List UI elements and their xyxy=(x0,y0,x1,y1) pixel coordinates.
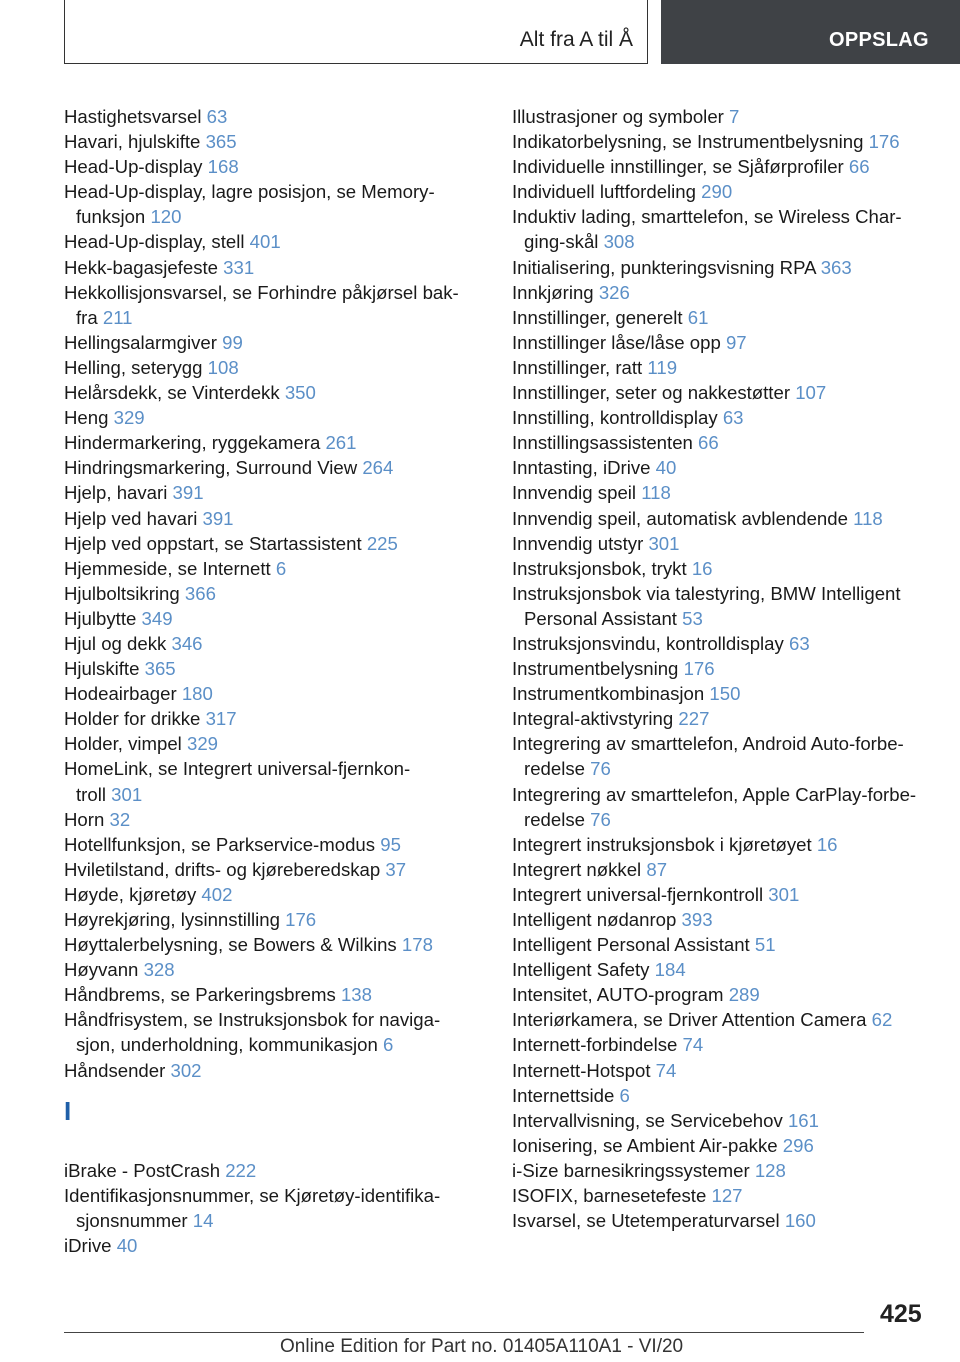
index-entry-term: Holder for drikke xyxy=(64,708,201,730)
index-entry xyxy=(512,480,942,505)
index-entry xyxy=(512,455,942,480)
index-entry-term: Hjulbytte xyxy=(64,607,137,629)
index-entry xyxy=(64,656,484,681)
page-reference-link[interactable]: 6 xyxy=(382,1034,394,1056)
index-entry-term: funksjon xyxy=(76,206,146,228)
page-reference-link[interactable]: 87 xyxy=(646,858,668,880)
index-entry xyxy=(64,1233,484,1258)
page-reference-link[interactable]: 261 xyxy=(325,432,357,454)
index-entry xyxy=(64,807,484,832)
index-entry xyxy=(512,706,942,731)
index-entry-term: Innstillinger låse/låse opp xyxy=(512,331,721,353)
index-entry-term: Intervallvisning, se Servicebehov xyxy=(512,1109,783,1131)
page-reference-link[interactable]: 176 xyxy=(683,658,715,680)
page-reference-link[interactable]: 74 xyxy=(655,1059,677,1081)
page-reference-link[interactable]: 329 xyxy=(113,407,145,429)
chapter-label: OPPSLAG xyxy=(829,29,929,51)
index-entry-term: Instrumentbelysning xyxy=(512,658,679,680)
index-entry xyxy=(512,1083,942,1108)
index-entry-term: Interiørkamera, se Driver Attention Camera xyxy=(512,1009,867,1031)
index-entry-term: HomeLink, se Integrert universal-fjernkon- xyxy=(64,758,411,780)
index-entry-term: iBrake - PostCrash xyxy=(64,1159,221,1181)
index-entry xyxy=(64,1183,484,1233)
index-entry xyxy=(64,556,484,581)
index-entry-term: sjon, underholdning, kommunikasjon xyxy=(76,1034,378,1056)
index-entry xyxy=(512,1158,942,1183)
index-entry-term: Intelligent Safety xyxy=(512,959,650,981)
page-reference-link[interactable]: 74 xyxy=(682,1034,704,1056)
page-reference-link[interactable]: 176 xyxy=(285,909,317,930)
index-entry xyxy=(64,1158,484,1183)
index-entry-term: Head-Up-display, stell xyxy=(64,231,245,253)
index-entry-term: ging-skål xyxy=(524,231,599,253)
page-reference-link[interactable]: 301 xyxy=(768,883,800,905)
index-entry xyxy=(512,405,942,430)
page-reference-link[interactable]: 211 xyxy=(102,306,133,328)
page-reference-link[interactable]: 128 xyxy=(754,1159,786,1181)
index-entry xyxy=(512,104,942,129)
page-reference-link[interactable]: 350 xyxy=(284,382,316,404)
index-entry xyxy=(64,330,484,355)
page-reference-link[interactable]: 296 xyxy=(782,1134,814,1156)
index-entry xyxy=(64,957,484,982)
page-reference-link[interactable]: 402 xyxy=(201,883,233,905)
index-entry-term: Holder, vimpel xyxy=(64,733,182,755)
page-reference-link[interactable]: 66 xyxy=(848,156,870,178)
index-entry-term: Illustrasjoner og symboler xyxy=(512,106,724,127)
index-entry-term: Hekkollisjonsvarsel, se Forhindre påkjørsel bak- xyxy=(64,281,459,303)
index-entry xyxy=(512,782,942,832)
page-reference-link[interactable]: 365 xyxy=(205,131,237,153)
index-entry-term: Høyttalerbelysning, se Bowers & Wilkins xyxy=(64,934,397,956)
index-entry-term: sjonsnummer xyxy=(76,1209,188,1231)
page-reference-link[interactable]: 326 xyxy=(598,281,630,303)
page-reference-link[interactable]: 118 xyxy=(641,482,671,504)
index-entry-term: Hindringsmarkering, Surround View xyxy=(64,457,358,479)
index-entry-term: Inntasting, iDrive xyxy=(512,457,651,479)
index-entry-term: Innstilling, kontrolldisplay xyxy=(512,407,718,429)
index-entry-term: Håndfrisystem, se Instruksjonsbok for naviga- xyxy=(64,1009,441,1031)
index-entry xyxy=(512,154,942,179)
index-entry xyxy=(64,129,484,154)
index-entry-term: Intensitet, AUTO-program xyxy=(512,984,724,1006)
page-reference-link[interactable]: 161 xyxy=(787,1109,819,1131)
index-entry xyxy=(64,631,484,656)
index-entry-term: Ionisering, se Ambient Air-pakke xyxy=(512,1134,778,1156)
index-entry xyxy=(64,405,484,430)
page-reference-link[interactable]: 329 xyxy=(186,733,219,755)
page-reference-link[interactable]: 108 xyxy=(207,356,239,378)
page-reference-link[interactable]: 99 xyxy=(222,331,243,353)
page-reference-link[interactable]: 6 xyxy=(275,557,287,579)
chapter-tab xyxy=(661,0,960,64)
page-reference-link[interactable]: 61 xyxy=(687,306,709,328)
index-entry xyxy=(512,129,942,154)
page-reference-link[interactable]: 51 xyxy=(754,934,776,956)
page-reference-link[interactable]: 401 xyxy=(249,231,281,253)
index-entry xyxy=(64,430,484,455)
page-reference-link[interactable]: 7 xyxy=(729,106,740,127)
page-reference-link[interactable]: 176 xyxy=(868,131,900,153)
index-entry-term: Hviletilstand, drifts- og kjøreberedskap xyxy=(64,858,381,880)
index-entry xyxy=(512,531,942,556)
page-reference-link[interactable]: 16 xyxy=(691,557,713,579)
index-entry-term: Høyrekjøring, lysinnstilling xyxy=(64,909,280,930)
index-entry-term: redelse xyxy=(524,758,585,780)
index-entry-term: Innstillinger, seter og nakkestøtter xyxy=(512,382,791,404)
page-reference-link[interactable]: 264 xyxy=(362,457,394,479)
page-reference-link[interactable]: 138 xyxy=(340,984,372,1006)
page-reference-link[interactable]: 37 xyxy=(385,858,407,880)
index-entry-term: Håndbrems, se Parkeringsbrems xyxy=(64,984,336,1006)
index-entry-term: Hjelp ved havari xyxy=(64,507,198,529)
page-reference-link[interactable]: 301 xyxy=(648,532,680,554)
index-entry-term: Integrert nøkkel xyxy=(512,858,642,880)
page-reference-link[interactable]: 40 xyxy=(116,1234,138,1256)
page-reference-link[interactable]: 180 xyxy=(181,683,213,705)
index-entry-term: Personal Assistant xyxy=(524,607,677,629)
index-entry xyxy=(64,882,484,907)
index-entry xyxy=(64,857,484,882)
index-entry-term: i-Size barnesikringssystemer xyxy=(512,1159,750,1181)
page-reference-link[interactable]: 119 xyxy=(647,356,678,378)
index-entry xyxy=(64,681,484,706)
index-entry xyxy=(512,330,942,355)
index-entry xyxy=(64,280,484,330)
page-reference-link[interactable]: 6 xyxy=(619,1084,630,1106)
index-entry xyxy=(64,506,484,531)
index-entry-term: Hjelp, havari xyxy=(64,482,168,504)
page-reference-link[interactable]: 365 xyxy=(144,658,176,680)
page-reference-link[interactable]: 391 xyxy=(172,482,204,504)
index-entry-term: Individuell luftfordeling xyxy=(512,181,696,203)
page-reference-link[interactable]: 222 xyxy=(225,1159,257,1181)
index-entry xyxy=(512,957,942,982)
index-column-right xyxy=(512,104,942,1233)
page-reference-link[interactable]: 331 xyxy=(223,256,255,278)
index-entry-term: Isvarsel, se Utetemperaturvarsel xyxy=(512,1210,780,1232)
section-letter-i: I xyxy=(64,1095,72,1126)
index-entry-term: Indikatorbelysning, se Instrumentbelysning xyxy=(512,131,864,153)
index-entry-term: Instruksjonsvindu, kontrolldisplay xyxy=(512,632,784,654)
index-entry xyxy=(512,631,942,656)
index-entry xyxy=(64,531,484,556)
page-reference-link[interactable]: 76 xyxy=(590,808,611,830)
page-reference-link[interactable]: 393 xyxy=(681,909,713,930)
index-entry-term: Innstillinger, generelt xyxy=(512,306,683,328)
index-entry xyxy=(64,455,484,480)
index-entry xyxy=(64,907,484,932)
index-list-i-continued xyxy=(512,104,942,1233)
page-reference-link[interactable]: 184 xyxy=(654,959,686,981)
index-entry-term: Head-Up-display xyxy=(64,156,203,178)
page-reference-link[interactable]: 118 xyxy=(853,507,883,529)
index-entry xyxy=(512,1208,942,1233)
page-reference-link[interactable]: 63 xyxy=(788,632,810,654)
index-entry xyxy=(512,932,942,957)
index-entry-term: Individuelle innstillinger, se Sjåførprofiler xyxy=(512,156,844,178)
page-reference-link[interactable]: 225 xyxy=(366,532,398,554)
index-entry xyxy=(512,1007,942,1032)
index-entry xyxy=(512,506,942,531)
page-reference-link[interactable]: 66 xyxy=(698,432,719,454)
index-entry xyxy=(512,907,942,932)
index-entry-term: Head-Up-display, lagre posisjon, se Memory- xyxy=(64,181,435,203)
page-reference-link[interactable]: 366 xyxy=(184,582,216,604)
index-entry-term: Hjulboltsikring xyxy=(64,582,180,604)
index-entry-term: Instruksjonsbok via talestyring, BMW Intelligent xyxy=(512,582,901,604)
index-entry xyxy=(512,982,942,1007)
index-entry-term: iDrive xyxy=(64,1234,112,1256)
index-entry-term: Initialisering, punkteringsvisning RPA xyxy=(512,256,816,278)
page-reference-link[interactable]: 346 xyxy=(171,632,203,654)
index-entry-term: Hotellfunksjon, se Parkservice-modus xyxy=(64,833,376,855)
page-reference-link[interactable]: 76 xyxy=(590,758,611,780)
index-entry xyxy=(512,255,942,280)
index-entry-term: Horn xyxy=(64,808,105,830)
index-entry-term: Innvendig speil, automatisk avblendende xyxy=(512,507,848,529)
index-entry-term: Integrering av smarttelefon, Apple CarPlay-forbe- xyxy=(512,783,917,805)
index-entry xyxy=(512,882,942,907)
index-entry xyxy=(512,430,942,455)
index-entry xyxy=(64,581,484,606)
page-reference-link[interactable]: 62 xyxy=(871,1009,893,1031)
index-column-left xyxy=(64,104,484,1258)
page-reference-link[interactable]: 328 xyxy=(143,959,175,981)
page-reference-link[interactable]: 40 xyxy=(655,457,677,479)
page-reference-link[interactable]: 16 xyxy=(816,833,838,855)
page-reference-link[interactable]: 32 xyxy=(109,808,131,830)
page-reference-link[interactable]: 107 xyxy=(795,382,827,404)
index-entry-term: Intelligent nødanrop xyxy=(512,909,677,930)
section-label: Alt fra A til Å xyxy=(519,28,633,51)
page-reference-link[interactable]: 63 xyxy=(206,106,228,127)
index-entry xyxy=(64,104,484,129)
index-entry xyxy=(64,606,484,631)
index-entry xyxy=(512,581,942,631)
index-entry xyxy=(64,179,484,229)
index-entry-term: Hastighetsvarsel xyxy=(64,106,202,127)
index-entry-term: Hellingsalarmgiver xyxy=(64,331,217,353)
index-entry-term: Høyde, kjøretøy xyxy=(64,883,197,905)
index-entry xyxy=(512,380,942,405)
page-reference-link[interactable]: 127 xyxy=(711,1185,743,1207)
page-reference-link[interactable]: 391 xyxy=(202,507,234,529)
footer-divider xyxy=(64,1332,864,1333)
index-entry-term: Hodeairbager xyxy=(64,683,177,705)
index-entry-term: Integrert instruksjonsbok i kjøretøyet xyxy=(512,833,812,855)
index-entry xyxy=(512,681,942,706)
page-reference-link[interactable]: 363 xyxy=(820,256,852,278)
header-section-box xyxy=(64,0,648,64)
index-entry-term: Helårsdekk, se Vinterdekk xyxy=(64,382,280,404)
index-entry xyxy=(64,982,484,1007)
index-entry-term: Identifikasjonsnummer, se Kjøretøy-identifika- xyxy=(64,1184,441,1206)
index-entry xyxy=(64,706,484,731)
index-entry xyxy=(512,179,942,204)
index-entry xyxy=(64,380,484,405)
index-entry-term: Høyvann xyxy=(64,959,139,981)
page-reference-link[interactable]: 289 xyxy=(728,984,760,1006)
index-entry-term: Hekk-bagasjefeste xyxy=(64,256,218,278)
index-entry xyxy=(64,756,484,806)
index-entry-term: Havari, hjulskifte xyxy=(64,131,201,153)
page-reference-link[interactable]: 308 xyxy=(603,231,635,253)
index-entry xyxy=(64,229,484,254)
index-entry-term: redelse xyxy=(524,808,585,830)
index-entry-term: Integral-aktivstyring xyxy=(512,708,674,730)
index-entry xyxy=(512,731,942,781)
index-entry-term: Innstillinger, ratt xyxy=(512,356,643,378)
index-entry-term: Innkjøring xyxy=(512,281,594,303)
index-entry xyxy=(512,1108,942,1133)
index-entry xyxy=(64,154,484,179)
page-reference-link[interactable]: 95 xyxy=(380,833,401,855)
index-list-h xyxy=(64,104,484,1083)
index-entry xyxy=(64,1007,484,1057)
page-reference-link[interactable]: 97 xyxy=(725,331,747,353)
index-entry xyxy=(512,857,942,882)
index-entry-term: Hjemmeside, se Internett xyxy=(64,557,271,579)
page-reference-link[interactable]: 14 xyxy=(192,1209,214,1231)
index-entry xyxy=(512,1058,942,1083)
index-entry-term: Integrert universal-fjernkontroll xyxy=(512,883,764,905)
index-entry xyxy=(512,1032,942,1057)
footer-edition-text: Online Edition for Part no. 01405A110A1 - VI/20 xyxy=(280,1336,684,1357)
page-reference-link[interactable]: 302 xyxy=(170,1059,202,1081)
index-entry-term: Internett-Hotspot xyxy=(512,1059,651,1081)
page-reference-link[interactable]: 120 xyxy=(150,206,182,228)
index-entry xyxy=(512,204,942,254)
index-entry xyxy=(64,832,484,857)
page-reference-link[interactable]: 150 xyxy=(709,683,741,705)
index-entry xyxy=(64,355,484,380)
page-reference-link[interactable]: 63 xyxy=(722,407,744,429)
page-reference-link[interactable]: 317 xyxy=(205,708,237,730)
index-entry-term: Instrumentkombinasjon xyxy=(512,683,705,705)
index-entry-term: Innvendig speil xyxy=(512,482,637,504)
page-reference-link[interactable]: 290 xyxy=(701,181,733,203)
index-entry-term: Heng xyxy=(64,407,109,429)
index-entry-term: fra xyxy=(76,306,98,328)
page-number: 425 xyxy=(880,1300,922,1328)
index-entry-term: Intelligent Personal Assistant xyxy=(512,934,750,956)
index-entry xyxy=(512,280,942,305)
index-entry-term: troll xyxy=(76,783,106,805)
index-entry xyxy=(512,355,942,380)
page-reference-link[interactable]: 53 xyxy=(682,607,703,629)
index-entry xyxy=(64,480,484,505)
index-entry xyxy=(512,656,942,681)
index-entry xyxy=(512,305,942,330)
index-entry xyxy=(64,255,484,280)
page-reference-link[interactable]: 178 xyxy=(401,934,433,956)
index-entry xyxy=(512,556,942,581)
page-reference-link[interactable]: 227 xyxy=(678,708,710,730)
index-entry-term: ISOFIX, barnesetefeste xyxy=(512,1185,707,1207)
index-entry xyxy=(64,731,484,756)
index-entry-term: Innstillingsassistenten xyxy=(512,432,693,454)
index-entry-term: Innvendig utstyr xyxy=(512,532,644,554)
page-reference-link[interactable]: 301 xyxy=(111,783,143,805)
page-reference-link[interactable]: 168 xyxy=(207,156,239,178)
index-entry xyxy=(512,832,942,857)
page-reference-link[interactable]: 349 xyxy=(141,607,173,629)
index-entry-term: Internettside xyxy=(512,1084,615,1106)
index-entry xyxy=(512,1133,942,1158)
page-reference-link[interactable]: 160 xyxy=(784,1210,816,1232)
index-entry xyxy=(64,932,484,957)
index-entry-term: Hjulskifte xyxy=(64,658,140,680)
index-entry-term: Internett-forbindelse xyxy=(512,1034,678,1056)
index-entry-term: Integrering av smarttelefon, Android Auto-forbe- xyxy=(512,733,904,755)
index-entry-term: Helling, seterygg xyxy=(64,356,203,378)
index-list-i xyxy=(64,1158,484,1258)
index-entry xyxy=(512,1183,942,1208)
index-entry xyxy=(64,1058,484,1083)
index-entry-term: Induktiv lading, smarttelefon, se Wireless Char- xyxy=(512,206,902,228)
index-entry-term: Hindermarkering, ryggekamera xyxy=(64,432,321,454)
index-entry-term: Håndsender xyxy=(64,1059,166,1081)
index-entry-term: Hjelp ved oppstart, se Startassistent xyxy=(64,532,362,554)
index-entry-term: Instruksjonsbok, trykt xyxy=(512,557,687,579)
index-entry-term: Hjul og dekk xyxy=(64,632,167,654)
